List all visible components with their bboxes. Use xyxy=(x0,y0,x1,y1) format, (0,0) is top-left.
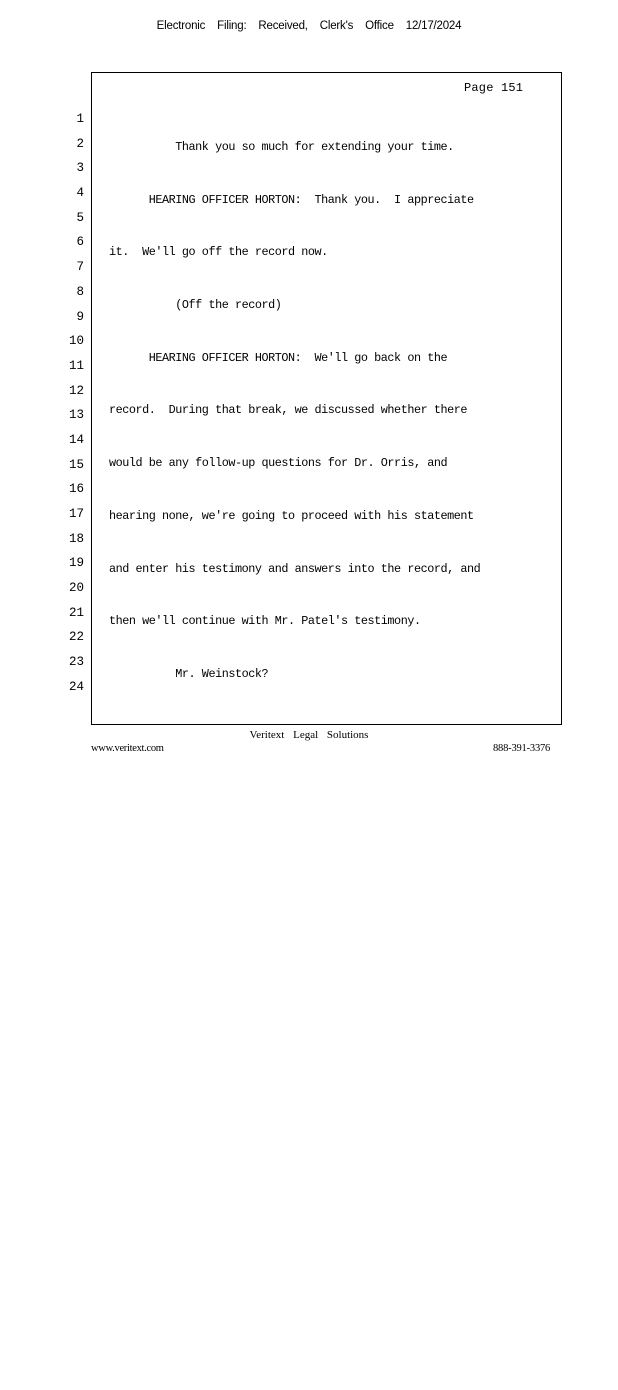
transcript-line: hearing none, we're going to proceed with his statement xyxy=(109,508,474,523)
line-number: 4 xyxy=(76,186,84,201)
transcript-line xyxy=(109,1351,549,1376)
transcript-line xyxy=(109,877,549,902)
transcript-line: record. During that break, we discussed whether there xyxy=(109,403,467,418)
transcript-line xyxy=(109,824,549,849)
transcript-line: then we'll continue with Mr. Patel's testimony. xyxy=(109,614,421,629)
line-number: 20 xyxy=(68,581,84,596)
transcript-line xyxy=(109,929,549,954)
transcript-line: (Off the record) xyxy=(109,298,282,313)
line-number: 11 xyxy=(68,358,84,373)
transcript-line: Mr. Weinstock? xyxy=(109,666,269,681)
line-number: 12 xyxy=(68,383,84,398)
line-number: 6 xyxy=(76,235,84,250)
transcript-line: and enter his testimony and answers into the record, and xyxy=(109,561,481,576)
transcript-line: HEARING OFFICER HORTON: We'll go back on the xyxy=(109,350,448,365)
page-number: Page 151 xyxy=(464,81,524,95)
line-number: 23 xyxy=(68,655,84,670)
line-number-column xyxy=(60,111,84,704)
line-number: 18 xyxy=(68,531,84,546)
line-number: 17 xyxy=(68,507,84,521)
line-number: 15 xyxy=(68,457,84,472)
line-number: 1 xyxy=(76,112,84,126)
transcript-line xyxy=(109,771,549,796)
footer-company-name: Veritext Legal Solutions xyxy=(249,729,369,741)
footer-phone: 888-391-3376 xyxy=(493,743,551,754)
transcript-line xyxy=(109,1087,549,1112)
transcript-line xyxy=(109,1140,549,1165)
transcript-line xyxy=(109,1035,549,1060)
line-number: 22 xyxy=(68,630,84,645)
transcript-line xyxy=(109,982,549,1007)
filing-stamp-header: Electronic Filing: Received, Clerk's Office 12/17/2024 xyxy=(156,20,462,32)
line-number: 3 xyxy=(76,161,84,176)
line-number: 21 xyxy=(68,605,84,620)
transcript-body xyxy=(109,111,549,1390)
line-number: 14 xyxy=(68,432,84,447)
transcript-line: HEARING OFFICER HORTON: Thank you. I appreciate xyxy=(109,192,474,207)
line-number: 2 xyxy=(76,136,84,151)
line-number: 8 xyxy=(76,284,84,299)
transcript-line: Thank you so much for extending your time. xyxy=(109,140,454,154)
transcript-line xyxy=(109,1298,549,1323)
line-number: 9 xyxy=(76,309,84,324)
line-number: 10 xyxy=(68,334,84,349)
transcript-line xyxy=(109,1193,549,1218)
line-number: 7 xyxy=(76,260,84,275)
footer-website: www.veritext.com xyxy=(91,743,164,754)
line-number: 13 xyxy=(68,408,84,423)
transcript-line xyxy=(109,1245,549,1270)
line-number: 19 xyxy=(68,556,84,571)
transcript-line: would be any follow-up questions for Dr. Orris, and xyxy=(109,456,448,471)
line-number: 24 xyxy=(68,679,84,694)
line-number: 5 xyxy=(76,210,84,225)
line-number: 16 xyxy=(68,482,84,497)
transcript-line: it. We'll go off the record now. xyxy=(109,245,328,260)
